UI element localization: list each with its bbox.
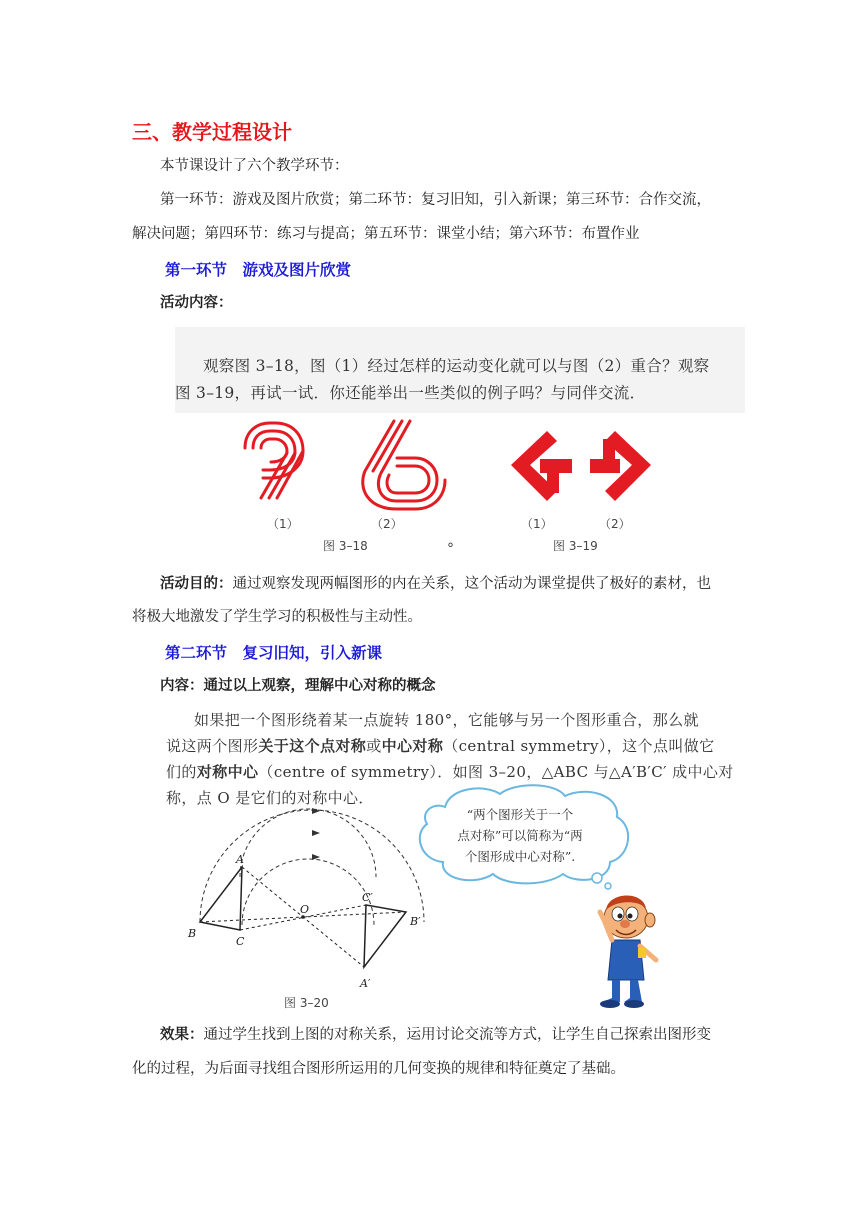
book-line-2 [166,733,715,759]
book-l2a: 说这两个图形 [166,737,259,755]
fig-3-19-sub-2: （2） [599,517,631,531]
fig-3-19-sub-1: （1） [521,517,553,531]
bubble-line-1: “两个图形关于一个 [466,807,574,822]
label-c-prime: C′ [362,891,373,904]
purpose-line-1 [160,574,711,594]
bubble-text [425,804,615,867]
book-l2d: 中心对称 [381,737,444,755]
stage1-heading: 第一环节 游戏及图片欣赏 [165,260,352,279]
fig-3-18-shape-1 [245,423,303,498]
fig-3-19-caption: 图 3–19 [553,539,598,553]
fig-3-18-sub-2: （2） [371,517,403,531]
purpose-line-2: 将极大地激发了学生学习的积极性与主动性。 [132,609,422,625]
fig-3-18-shape-2 [363,421,445,509]
fig-3-19-shape-2 [590,431,651,501]
steps-line-1: 第一环节：游戏及图片欣赏；第二环节：复习旧知，引入新课；第三环节：合作交流， [160,192,711,208]
label-c: C [236,935,245,948]
cartoon-character [590,890,680,1010]
fig-3-20-caption: 图 3–20 [284,996,329,1010]
triangle-abc [200,867,242,930]
fig-3-18-sub-1: （1） [267,517,299,531]
purpose-label: 活动目的： [160,575,233,592]
rotation-arcs [200,809,424,925]
triangle-a2b2c2 [364,905,406,967]
book-l2b: 关于这个点对称 [258,737,367,755]
effect-label: 效果： [160,1026,204,1043]
book-l2c: 或 [366,737,382,755]
figure-text-line-2: 图 3–19，再试一试．你还能举出一些类似的例子吗？与同伴交流． [175,384,646,402]
stage1-content-label: 活动内容： [160,294,233,311]
figure-shapes-area [175,413,745,558]
label-a-prime: A′ [360,977,371,990]
figure-text-line-1: 观察图 3–18，图（1）经过怎样的运动变化就可以与图（2）重合？观察 [203,357,710,375]
book-line-1: 如果把一个图形绕着某一点旋转 180°，它能够与另一个图形重合，那么就 [194,711,699,729]
label-b: B [188,927,197,940]
label-a: A [236,853,244,866]
figure-shapes [175,413,745,558]
rotation-diagram [180,805,440,1015]
fig-3-18-caption: 图 3–18 [323,539,368,553]
stage2-heading: 第二环节 复习旧知，引入新课 [165,643,383,662]
effect-text-1: 通过学生找到上图的对称关系，运用讨论交流等方式，让学生自己探索出图形变 [203,1027,711,1043]
section-title: 三、教学过程设计 [132,120,292,144]
textbook-figure-1 [175,327,745,558]
arc-arrows [312,808,320,860]
intro-text: 本节课设计了六个教学环节： [160,158,349,174]
effect-line-2: 化的过程，为后面寻找组合图形所运用的几何变换的规律和特征奠定了基础。 [132,1061,625,1077]
bubble-line-2: 点对称”可以简称为“两 [457,828,583,843]
purpose-text-1: 通过观察发现两幅图形的内在关系，这个活动为课堂提供了极好的素材，也 [232,576,711,592]
book-l2e: （central symmetry），这个点叫做它 [443,737,715,755]
effect-line-1 [160,1025,711,1045]
book-l3a: 们的 [166,763,197,781]
stray-mark: ° [447,541,454,557]
label-b-prime: B′ [410,915,421,928]
book-l3c: （centre of symmetry）．如图 3–20，△ABC 与△A′B′C′ 成中心对 [258,763,734,781]
stage2-content-label: 内容：通过以上观察，理解中心对称的概念 [160,677,436,694]
label-o: O [300,903,310,916]
steps-line-2: 解决问题；第四环节：练习与提高；第五环节：课堂小结；第六环节：布置作业 [132,226,640,242]
fig-3-19-shape-1 [511,431,572,501]
book-line-4: 称，点 O 是它们的对称中心． [166,789,374,807]
book-l3b: 对称中心 [196,763,259,781]
bubble-line-3: 个图形成中心对称”. [464,849,576,864]
